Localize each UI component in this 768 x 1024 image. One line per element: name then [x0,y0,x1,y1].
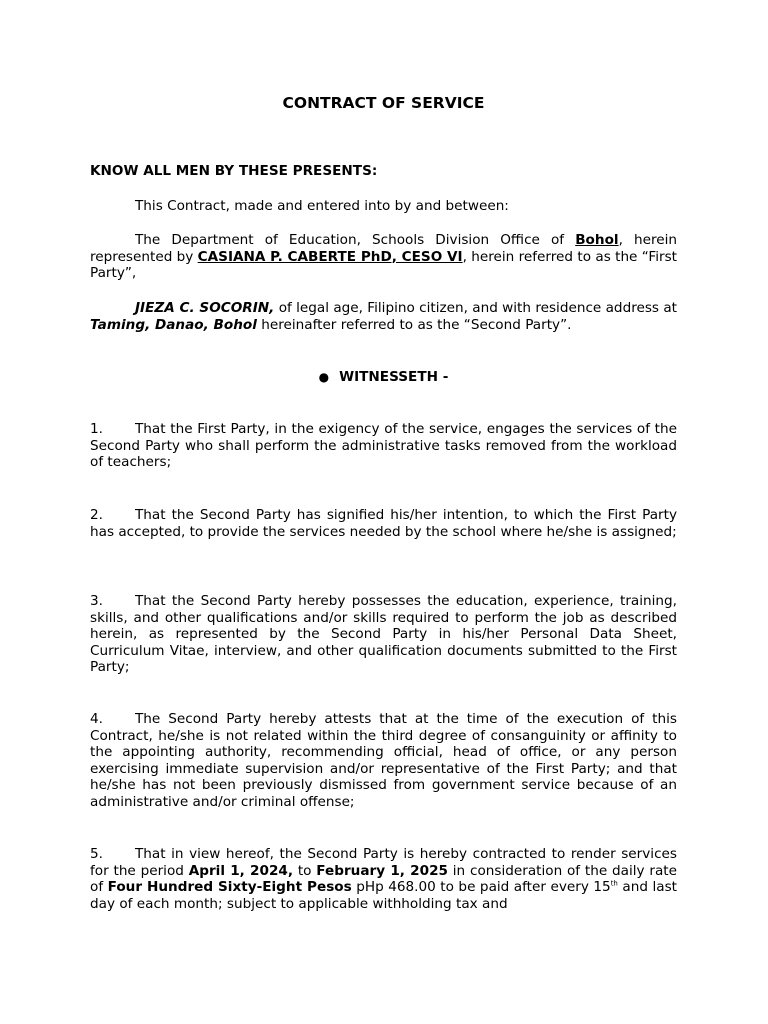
clause-text: and last day of each month; subject to applicable withholding tax and [90,879,677,912]
clause-item [90,421,677,471]
daily-rate-words: Four Hundred Sixty-Eight Pesos [107,879,352,896]
ordinal-suffix: th [610,879,618,888]
clause-number: 5. [90,846,103,862]
clause-item [90,507,677,540]
second-party-text: of legal age, Filipino citizen, and with residence address at [274,300,677,316]
second-party-text: hereinafter referred to as the “Second Party”. [256,316,572,333]
clause-item [90,711,677,811]
second-party-paragraph [90,300,677,333]
clause-number: 3. [90,593,103,609]
contract-end-date: February 1, 2025 [316,862,448,879]
clause-item [90,593,677,676]
preamble-heading: KNOW ALL MEN BY THESE PRESENTS: [90,163,378,179]
clause-text: That the Second Party hereby possesses the education, experience, training, skills, and other qualifications and/or skills required to perform the job as described herein, as represented by the Second Party in his/her Personal Data Sheet, Curriculum Vitae, interview, and other qualification documents submitted to the First Party; [90,593,677,676]
first-party-paragraph [90,232,677,282]
intro-paragraph: This Contract, made and entered into by and between: [135,198,509,214]
clause-number: 4. [90,711,103,727]
clause-text: pHp 468.00 to be paid after every 15 [351,879,611,896]
witnesseth-label: WITNESSETH - [339,369,449,385]
witnesseth-heading [90,369,677,386]
clause-text: The Second Party hereby attests that at the time of the execution of this Contract, he/she is not related within the third degree of consanguinity or affinity to the appointing authority, recommending official, head of office, or any person exercising immediate supervision and/or representative of the First Party; and that he/she has not been previously dismissed from government service because of an administrative and/or criminal offense; [90,711,677,810]
division-place: Bohol [575,232,619,248]
clause-number: 2. [90,507,103,523]
first-party-text: The Department of Education, Schools Division Office of [135,232,576,248]
first-party-representative: CASIANA P. CABERTE PhD, CESO VI [197,248,463,265]
clause-text: in consideration of the daily rate of [90,862,677,896]
clause-item-compensation [90,846,677,912]
clause-text: to [293,862,317,879]
clause-text: That the Second Party has signified his/her intention, to which the First Party has accepted, to provide the services needed by the school where he/she is assigned; [90,507,677,540]
clause-number: 1. [90,421,103,437]
first-party-text: , herein referred to as the “First Party”, [90,248,677,282]
second-party-name: JIEZA C. SOCORIN, [135,300,275,316]
document-title: CONTRACT OF SERVICE [282,94,485,112]
clause-text: That the First Party, in the exigency of the service, engages the services of the Second Party who shall perform the administrative tasks removed from the workload of teachers; [90,421,677,471]
contract-start-date: April 1, 2024, [188,862,294,879]
bullet-icon: ● [318,370,330,384]
second-party-address: Taming, Danao, Bohol [90,316,257,333]
first-party-text: , herein represented by [90,232,678,265]
clause-text: That in view hereof, the Second Party is hereby contracted to render services for the period [90,846,677,879]
